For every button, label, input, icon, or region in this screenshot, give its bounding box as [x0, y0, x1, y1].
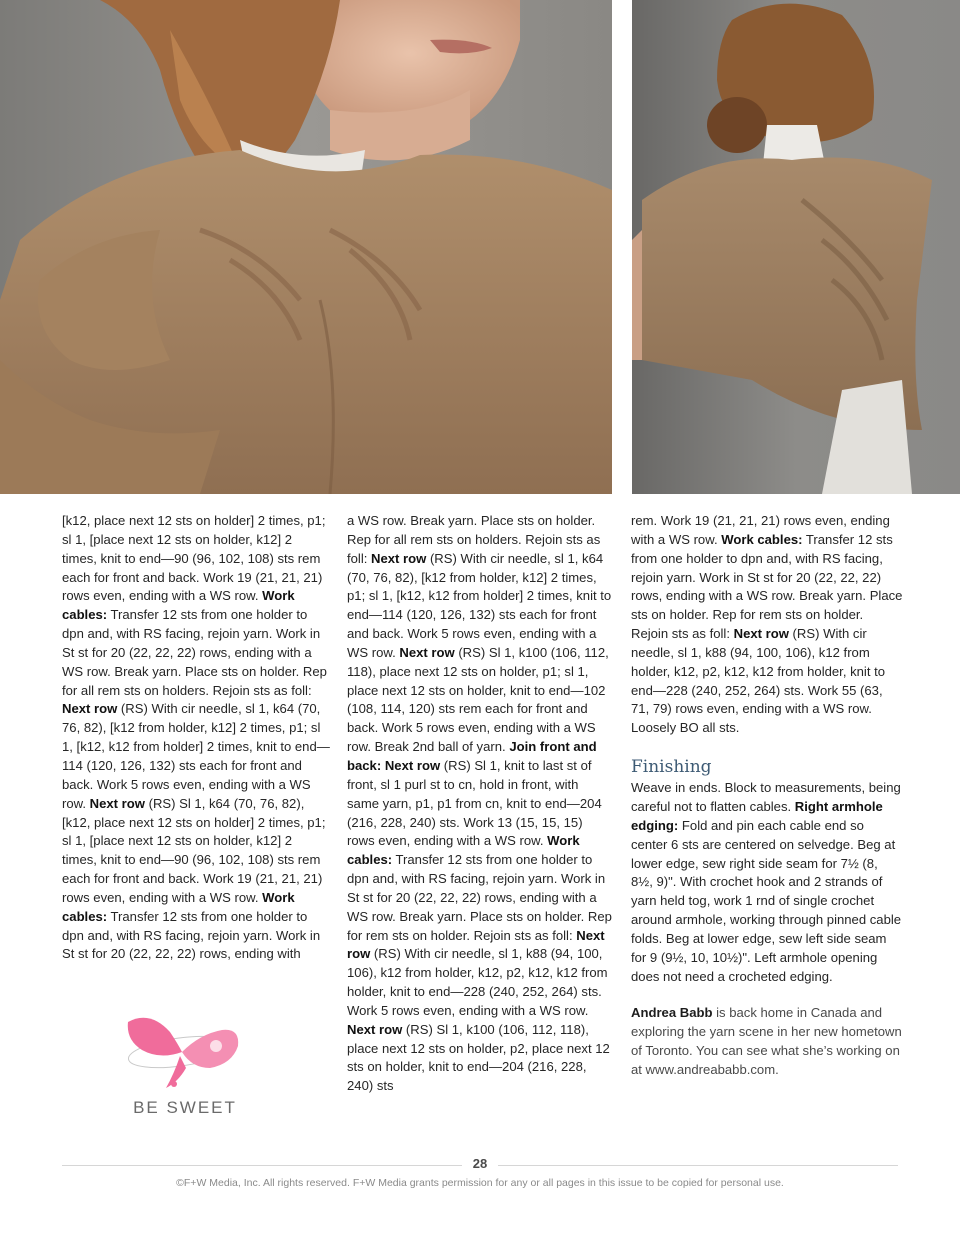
logo-text: BE SWEET	[133, 1098, 237, 1117]
back-view-photo	[632, 0, 960, 494]
text-run: Transfer 12 sts from one holder to dpn and, with RS facing, rejoin yarn. Work in St st for 20 (22, 22, 22) rows, ending with	[62, 908, 321, 962]
bold-term: Work cables:	[62, 588, 295, 623]
text-run: Transfer 12 sts from one holder to dpn and, with RS facing, rejoin yarn. Work in St st for 20 (22, 22, 22) rows, ending with a WS row. Break yarn. Place sts on holder. Rep for all rem sts on holders. Rejoin sts as foll:	[62, 607, 327, 698]
bold-term: Next row	[89, 795, 145, 811]
bold-term: Next row	[733, 626, 789, 642]
text-run: is back home in Canada and exploring the yarn scene in her new hometown of Toronto. You can see what she’s working on at www.andreababb.com.	[631, 1005, 902, 1077]
front-view-photo-art	[0, 0, 612, 494]
text-run: Fold and pin each cable end so center 6 sts are centered on selvedge. Beg at lower edge, sew right side seam for 7½ (8, 8½, 9)". With crochet hook and 2 strands of yarn held tog, work 1 rnd of single crochet around armhole, working through pinned cable folds. Beg at lower edge, sew left side seam for 9 (9½, 10, 10½)". Left armhole opening does not need a crocheted edging.	[631, 817, 902, 984]
instructions-paragraph-1	[62, 512, 330, 964]
bold-term: Work cables:	[62, 889, 295, 924]
bold-term: Work cables:	[721, 531, 803, 547]
front-view-photo	[0, 0, 612, 494]
text-run: (RS) With cir needle, sl 1, k88 (94, 100, 106), k12 from holder, k12, p2, k12, k12 from holder, knit to end—228 (240, 252, 264) sts. Work 55 (63, 71, 79) rows even, ending with a WS row. Loosely BO all sts.	[631, 626, 886, 736]
text-run: [k12, place next 12 sts on holder] 2 times, p1; sl 1, [place next 12 sts on holder, k12] 2 times, knit to end—90 (96, 102, 108) sts rem each for front and back. Work 19 (21, 21, 21) rows even, ending with a WS row.	[62, 513, 326, 604]
text-run: (RS) With cir needle, sl 1, k64 (70, 76, 82), [k12 from holder, k12] 2 times, p1; sl 1, [k12, k12 from holder] 2 times, knit to end—114 (120, 126, 132) sts each for front and back. Work 5 rows even, ending with a WS row.	[62, 701, 330, 811]
copyright-notice: ©F+W Media, Inc. All rights reserved. F+W Media grants permission for any or all pages in this issue to be copied for personal use.	[176, 1177, 784, 1189]
designer-bio	[631, 1004, 903, 1079]
text-run: (RS) Sl 1, knit to last st of front, sl 1 purl st to cn, hold in front, with same yarn, p1, p1 from cn, knit to end—204 (216, 228, 240) sts. Work 13 (15, 15, 15) rows even, ending with a WS row.	[347, 757, 602, 849]
instructions-paragraph-2	[347, 512, 613, 1096]
bold-term: Next row	[62, 701, 118, 717]
back-view-photo-art	[632, 0, 960, 494]
text-run: Weave in ends. Block to measurements, being careful not to flatten cables.	[631, 780, 901, 814]
bold-term: Work cables:	[347, 833, 580, 868]
text-run: (RS) Sl 1, k64 (70, 76, 82), [k12, place next 12 sts on holder] 2 times, p1; sl 1, [place next 12 sts on holder, k12] 2 times, knit to end—90 (96, 102, 108) sts rem each for front and back. Work 19 (21, 21, 21) rows even, ending with a WS row.	[62, 795, 326, 905]
be-sweet-logo	[120, 1012, 250, 1120]
text-run: (RS) Sl 1, k100 (106, 112, 118), place next 12 sts on holder, p1; sl 1, place next 12 sts on holder, knit to end—102 (108, 114, 120) sts rem each for front and back. Work 5 rows even, ending with a WS row. Break 2nd ball of yarn.	[347, 644, 609, 755]
butterfly-icon	[120, 1012, 250, 1102]
bold-term: Right armhole edging:	[631, 798, 883, 833]
text-run: Transfer 12 sts from one holder to dpn and, with RS facing, rejoin yarn. Work in St st for 20 (22, 22, 22) rows, ending with a WS row. Break yarn. Place sts on holder. Rep for rem sts on holder. Rejoin sts as foll:	[347, 852, 612, 943]
bold-term: Next row	[371, 550, 427, 566]
bold-term: Next row	[347, 927, 605, 962]
text-run: (RS) Sl 1, k100 (106, 112, 118), place next 12 sts on holder, p2, place next 12 sts on holder, knit to end—204 (216, 228, 240) sts	[347, 1021, 610, 1094]
text-run: rem. Work 19 (21, 21, 21) rows even, ending with a WS row.	[631, 513, 890, 547]
text-column-1	[62, 512, 330, 964]
bold-term: Next row	[399, 644, 455, 660]
instructions-paragraph-3	[631, 512, 903, 738]
finishing-heading: Finishing	[631, 757, 712, 778]
text-run: Transfer 12 sts from one holder to dpn and, with RS facing, rejoin yarn. Work in St st for 20 (22, 22, 22) rows, ending with a WS row. Break yarn. Place sts on holder. Rep for rem sts on holder. Rejoin sts as foll:	[631, 531, 903, 642]
text-column-2	[347, 512, 613, 1096]
bold-term: Join front and back: Next row	[347, 739, 597, 773]
text-run: (RS) With cir needle, sl 1, k88 (94, 100, 106), k12 from holder, k12, p2, k12, k12 from holder, knit to end—228 (240, 252, 264) sts. Work 5 rows even, ending with a WS row.	[347, 946, 608, 1018]
text-run: a WS row. Break yarn. Place sts on holder. Rep for all rem sts on holders. Rejoin sts as foll:	[347, 513, 601, 566]
text-run: (RS) With cir needle, sl 1, k64 (70, 76, 82), [k12 from holder, k12] 2 times, p1; sl 1, [k12, k12 from holder] 2 times, knit to end—114 (120, 126, 132) sts each for front and back. Work 5 rows even, ending with a WS row.	[347, 550, 612, 660]
page-number: 28	[472, 1156, 488, 1171]
text-column-3	[631, 512, 903, 1080]
bold-term: Andrea Babb	[631, 1005, 713, 1021]
bold-term: Next row	[347, 1021, 403, 1037]
finishing-paragraph	[631, 779, 903, 986]
